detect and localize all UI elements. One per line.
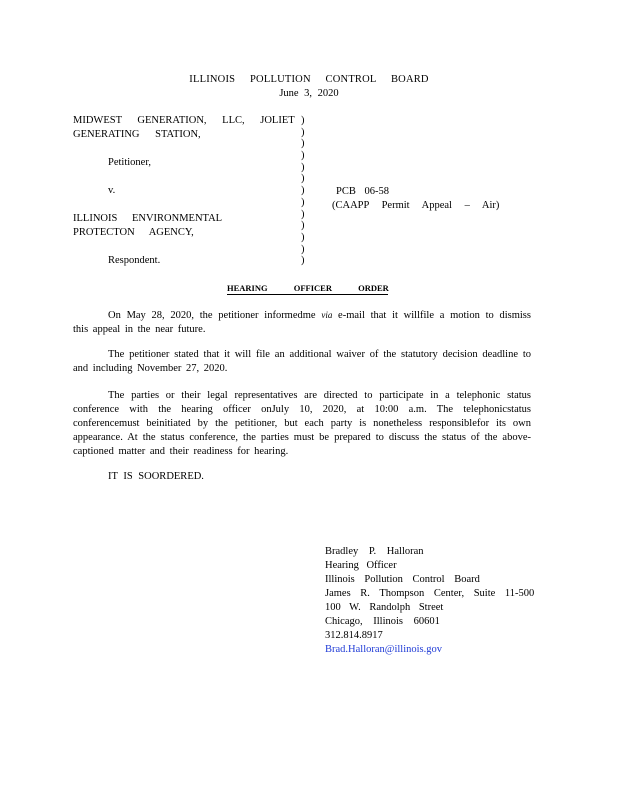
paragraph-1-end: e-mail that it willfile a motion to dismiss this appeal in the near future. <box>73 310 531 335</box>
paragraph-1-start: On May 28, 2020, the petitioner informedme <box>108 310 322 321</box>
caption-bracket: ) ) ) ) ) ) ) ) ) ) ) ) ) <box>301 115 305 267</box>
respondent-role: Respondent. <box>108 255 161 266</box>
signer-name: Bradley P. Halloran <box>325 546 424 557</box>
case-number: PCB 06-58 <box>336 186 389 197</box>
paragraph-3: The parties or their legal representatives are directed to participate in a telephonic status conference with the hearing officer onJuly 10, 2020, at 10:00 a.m. The telephonicstatus conferencemust beinitiated by the petitioner, but each party is nonetheless responsiblefor its own appearance. At the status conference, the parties must be prepared to discuss the status of the above-captioned matter and their readiness for hearing. <box>73 390 531 457</box>
respondent-name-line2: PROTECTON AGENCY, <box>73 227 194 238</box>
paragraph-1 <box>73 308 531 337</box>
via-italic: via <box>321 310 333 320</box>
paragraph-2: The petitioner stated that it will file an additional waiver of the statutory decision deadline to and including November 27, 2020. <box>73 349 531 374</box>
respondent-name-line1: ILLINOIS ENVIRONMENTAL <box>73 213 223 224</box>
so-ordered: IT IS SOORDERED. <box>108 471 204 482</box>
case-info <box>332 185 500 213</box>
signature-block <box>325 545 534 657</box>
signer-phone: 312.814.8917 <box>325 630 383 641</box>
signer-city: Chicago, Illinois 60601 <box>325 616 440 627</box>
signer-address-1: James R. Thompson Center, Suite 11-500 <box>325 588 535 599</box>
versus-label: v. <box>108 185 116 196</box>
board-title: ILLINOIS POLLUTION CONTROL BOARD <box>189 74 429 85</box>
signer-email-link[interactable]: Brad.Halloran@illinois.gov <box>325 644 442 655</box>
signer-address-2: 100 W. Randolph Street <box>325 602 444 613</box>
signer-org: Illinois Pollution Control Board <box>325 574 480 585</box>
case-type: (CAAPP Permit Appeal – Air) <box>332 200 500 211</box>
petitioner-name-line2: GENERATING STATION, <box>73 129 201 140</box>
signer-title: Hearing Officer <box>325 560 397 571</box>
order-title: HEARING OFFICER ORDER <box>227 283 389 293</box>
petitioner-role: Petitioner, <box>108 157 152 168</box>
petitioner-name-line1: MIDWEST GENERATION, LLC, JOLIET <box>73 115 295 126</box>
order-date: June 3, 2020 <box>279 88 339 99</box>
